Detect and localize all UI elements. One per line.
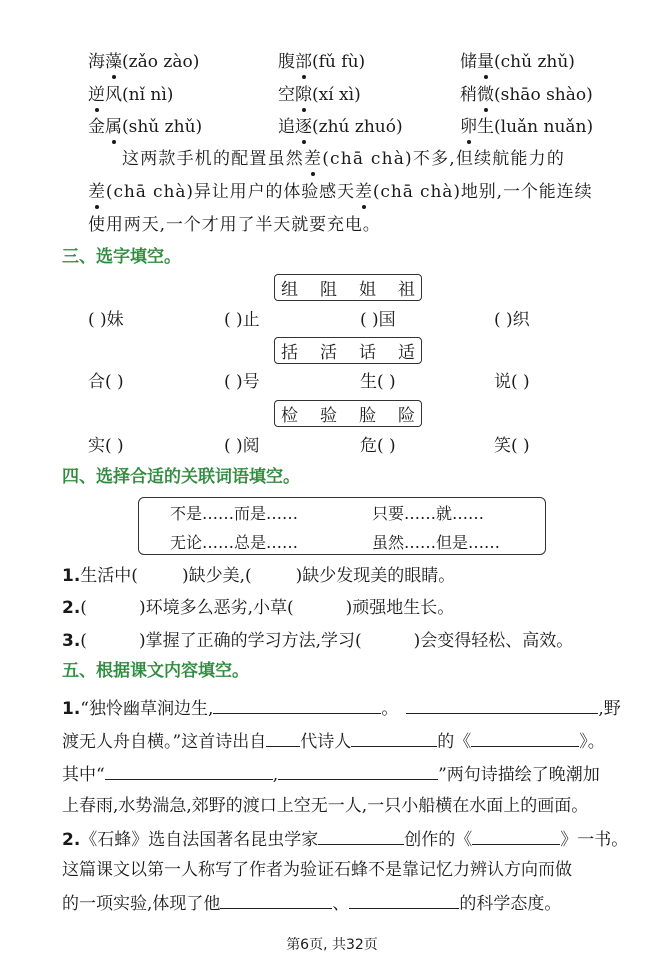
fill-item: ( )妹	[88, 310, 124, 330]
conjunction-option: 虽然……但是……	[372, 533, 501, 552]
pinyin-item: 追逐(zhú zhuó)	[278, 117, 403, 137]
question-5-1-line-1: 1.“独怜幽草涧边生, 。 ,野	[62, 696, 621, 720]
fill-item: 生( )	[360, 372, 396, 392]
section-4-title: 四、选择合适的关联词语填空。	[62, 467, 300, 487]
section-3-title: 三、选字填空。	[62, 247, 181, 267]
pinyin-item: 海藻(zǎo zào)	[88, 52, 200, 72]
fill-item: 说( )	[494, 372, 530, 392]
pinyin-item: 稍微(shāo shào)	[460, 85, 593, 105]
pinyin-item: 空隙(xí xì)	[278, 85, 361, 105]
fill-item: 实( )	[88, 436, 124, 456]
char-option: 检	[281, 406, 298, 426]
passage-line-3: 使用两天,一个才用了半天就要充电。	[88, 215, 381, 235]
question-5-2-line-2: 这篇课文以第一人称写了作者为验证石蜂不是靠记忆力辨认方向而做	[62, 860, 572, 880]
question-4-1: 1.生活中( )缺少美,( )缺少发现美的眼睛。	[62, 566, 456, 586]
fill-item: ( )号	[224, 372, 260, 392]
char-option: 险	[398, 406, 415, 426]
char-option: 姐	[359, 280, 376, 300]
conjunction-option: 不是……而是……	[170, 504, 299, 523]
question-5-2-line-3: 的一项实验,体现了他 、 的科学态度。	[62, 891, 561, 915]
char-option: 祖	[398, 280, 415, 300]
char-option: 脸	[359, 406, 376, 426]
page-footer: 第6页, 共32页	[286, 937, 378, 953]
fill-item: ( )止	[224, 310, 260, 330]
question-5-1-line-3: 其中“ , ”两句诗描绘了晚潮加	[62, 762, 600, 786]
fill-item: 笑( )	[494, 436, 530, 456]
conjunction-option: 只要……就……	[372, 504, 485, 523]
passage-line-1: 这两款手机的配置虽然差(chā chà)不多,但续航能力的	[122, 149, 566, 169]
pinyin-item: 逆风(nǐ nì)	[88, 85, 174, 105]
char-option: 组	[281, 280, 298, 300]
char-box-3	[274, 400, 422, 427]
fill-item: ( )织	[494, 310, 530, 330]
char-option: 阻	[320, 280, 337, 300]
question-5-1-line-4: 上春雨,水势湍急,郊野的渡口上空无一人,一只小船横在水面上的画面。	[62, 796, 589, 816]
char-option: 活	[320, 343, 337, 363]
fill-item: 危( )	[360, 436, 396, 456]
question-4-2: 2.( )环境多么恶劣,小草( )顽强地生长。	[62, 598, 455, 618]
question-4-3: 3.( )掌握了正确的学习方法,学习( )会变得轻松、高效。	[62, 631, 574, 651]
char-option: 验	[320, 406, 337, 426]
char-option: 话	[359, 343, 376, 363]
passage-line-2: 差(chā chà)异让用户的体验感天差(chā chà)地别,一个能连续	[88, 182, 593, 202]
fill-item: ( )阅	[224, 436, 260, 456]
pinyin-item: 卵生(luǎn nuǎn)	[460, 117, 594, 137]
pinyin-item: 腹部(fǔ fù)	[278, 52, 366, 72]
fill-item: ( )国	[360, 310, 396, 330]
fill-item: 合( )	[88, 372, 124, 392]
pinyin-item: 金属(shǔ zhǔ)	[88, 117, 203, 137]
char-option: 括	[281, 343, 298, 363]
char-option: 适	[398, 343, 415, 363]
conjunction-option: 无论……总是……	[170, 533, 299, 552]
char-box-2	[274, 337, 422, 364]
question-5-2-line-1: 2.《石蜂》选自法国著名昆虫学家 创作的《 》一书。	[62, 827, 628, 851]
question-5-1-line-2: 渡无人舟自横。”这首诗出自 代诗人 的《 》。	[62, 729, 605, 753]
pinyin-item: 储量(chǔ zhǔ)	[460, 52, 575, 72]
char-box-1	[274, 274, 422, 301]
section-5-title: 五、根据课文内容填空。	[62, 661, 249, 681]
